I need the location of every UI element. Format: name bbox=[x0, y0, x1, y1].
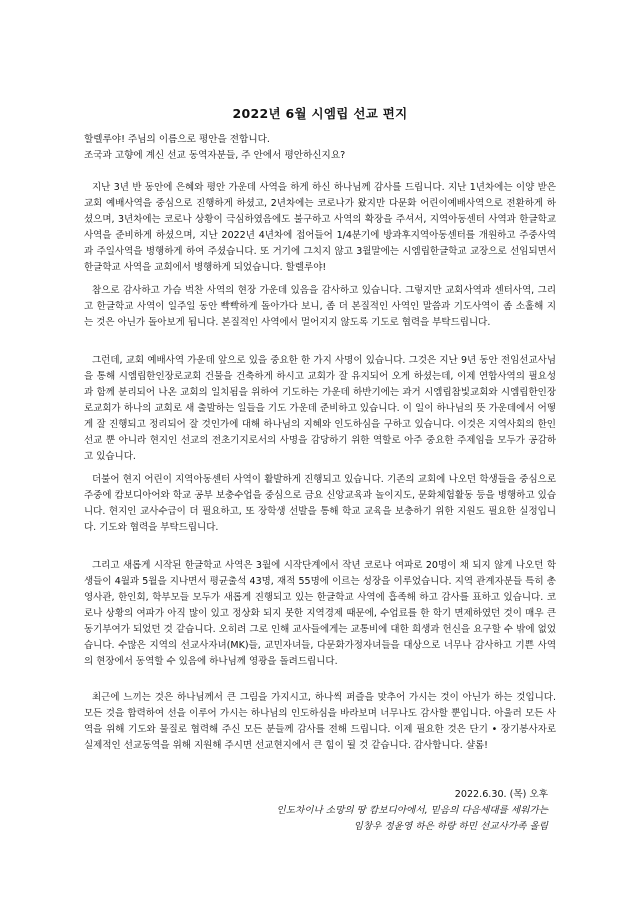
letter-date: 2022.6.30. (목) 오후 bbox=[454, 789, 548, 800]
paragraph-6: 최근에 느끼는 것은 하나님께서 큰 그림을 가지시고, 하나씩 퍼즐을 맞추어 가시는 것이 아닌가 하는 것입니다. 모든 것을 합력하여 선을 이루어 가시는 하나님의 인도하심을 바라보며 너무나도 감사할 뿐입니다. 아울러 모든 사역을 위해 기도와 물질로 협력해 주신 모든 분들께 감사를 전해 드립니다. 이제 필요한 것은 단기 • 장기봉사자로 실제적인 선교동역을 위해 지원해 주시면 선교현지에서 큰 힘이 될 것 같습니다. 감사합니다. 샬롬! bbox=[84, 692, 556, 751]
paragraph-2: 참으로 감사하고 가슴 벅찬 사역의 현장 가운데 있음을 감사하고 있습니다. 그렇지만 교회사역과 센터사역, 그리고 한글학교 사역이 일주일 동안 빡빡하게 돌아가다 보니, 좀 더 본질적인 사역인 말씀과 기도사역이 좀 소홀해 지는 것은 아닌가 돌아보게 됩니다. 본질적인 사역에서 멀어지지 않도록 기도로 협력을 부탁드립니다. bbox=[84, 285, 556, 328]
greeting-line-1: 할렐루야! 주님의 이름으로 평안을 전합니다. bbox=[84, 134, 270, 145]
paragraph-3: 그런데, 교회 예배사역 가운데 앞으로 있을 중요한 한 가지 사명이 있습니다. 그것은 지난 9년 동안 전임선교사님을 통해 시엠립한인장로교회 건물을 건축하게 하시고 교회가 잘 유지되어 오게 하셨는데, 이제 연합사역의 필요성과 함께 분리되어 나온 교회의 일치됨을 위하여 기도하는 가운데 하반기에는 과거 시엠립참빛교회와 시엠립한인장로교회가 하나의 교회로 새 출발하는 일들을 기도 가운데 준비하고 있습니다. 이 일이 하나님의 뜻 가운데에서 어떻게 잘 진행되고 정리되어 잘 것인가에 대해 하나님의 지혜와 인도하심을 구하고 있습니다. 이것은 지역사회의 한인선교 뿐 아니라 현지인 선교의 전초기지로서의 사명을 감당하기 위한 역할로 아주 중요한 주제임을 모두가 공감하고 있습니다. bbox=[84, 355, 556, 462]
greeting-line-2: 조국과 고향에 계신 선교 동역자분들, 주 안에서 평안하신지요? bbox=[84, 150, 346, 161]
paragraph-5: 그리고 새롭게 시작된 한글학교 사역은 3월에 시작단계에서 작년 코로나 여파로 20명이 채 되지 않게 나오던 학생들이 4월과 5월을 지나면서 평균출석 43명, 재적 55명에 이르는 성장을 이루었습니다. 지역 관계자분들 특히 총영사관, 한인회, 학부모들 모두가 새롭게 진행되고 있는 한글학교 사역에 흡족해 하고 감사를 표하고 있습니다. 코로나 상황의 여파가 아직 많이 있고 정상화 되지 못한 지역경제 때문에, 수업료를 한 학기 면제하였던 것이 매우 큰 동기부여가 되었던 것 같습니다. 오히려 그로 인해 교사들에게는 교통비에 대한 희생과 헌신을 요구할 수 밖에 없었습니다. 수많은 지역의 선교사자녀(MK)들, 교민자녀들, 다문화가정자녀들을 대상으로 너무나 감사하고 기쁜 사역의 현장에서 동역할 수 있음에 하나님께 영광을 돌려드립니다. bbox=[84, 560, 556, 667]
letter-signature: 임창우 정윤영 하은 하랑 하민 선교사가족 올림 bbox=[353, 821, 548, 832]
paragraph-1: 지난 3년 반 동안에 은혜와 평안 가운데 사역을 하게 하신 하나님께 감사를 드립니다. 지난 1년차에는 이양 받은 교회 예배사역을 중심으로 진행하게 하셨고, 2년차에는 코로나가 왔지만 다문화 어린이예배사역으로 전환하게 하셨으며, 3년차에는 코로나 상황이 극심하였음에도 불구하고 사역의 확장을 주셔서, 지역아동센터 사역과 한글학교 사역을 준비하게 하셨으며, 지난 2022년 4년차에 접어들어 1/4분기에 방과후지역아동센터를 개원하고 주중사역과 주일사역을 병행하게 하여 주셨습니다. 또 거기에 그치지 않고 3월말에는 시엠립한글학교 교장으로 선임되면서 한글학교 사역을 교회에서 병행하게 되었습니다. 할렐루야! bbox=[84, 182, 556, 273]
letter-motto: 인도차이나 소망의 땅 캄보디아에서, 믿음의 다음세대를 세워가는 bbox=[276, 805, 548, 816]
paragraph-4: 더불어 현지 어린이 지역아동센터 사역이 활발하게 진행되고 있습니다. 기존의 교회에 나오던 학생들을 중심으로 주중에 캄보디아어와 학교 공부 보충수업을 중심으로 금요 신앙교육과 놀이지도, 문화체험활동 등을 병행하고 있습니다. 현지인 교사수급이 더 필요하고, 또 장학생 선발을 통해 학교 교육을 보충하기 위한 지원도 필요한 실정입니다. 기도와 협력을 부탁드립니다. bbox=[84, 474, 556, 533]
letter-title: 2022년 6월 시엠립 선교 편지 bbox=[232, 106, 408, 121]
